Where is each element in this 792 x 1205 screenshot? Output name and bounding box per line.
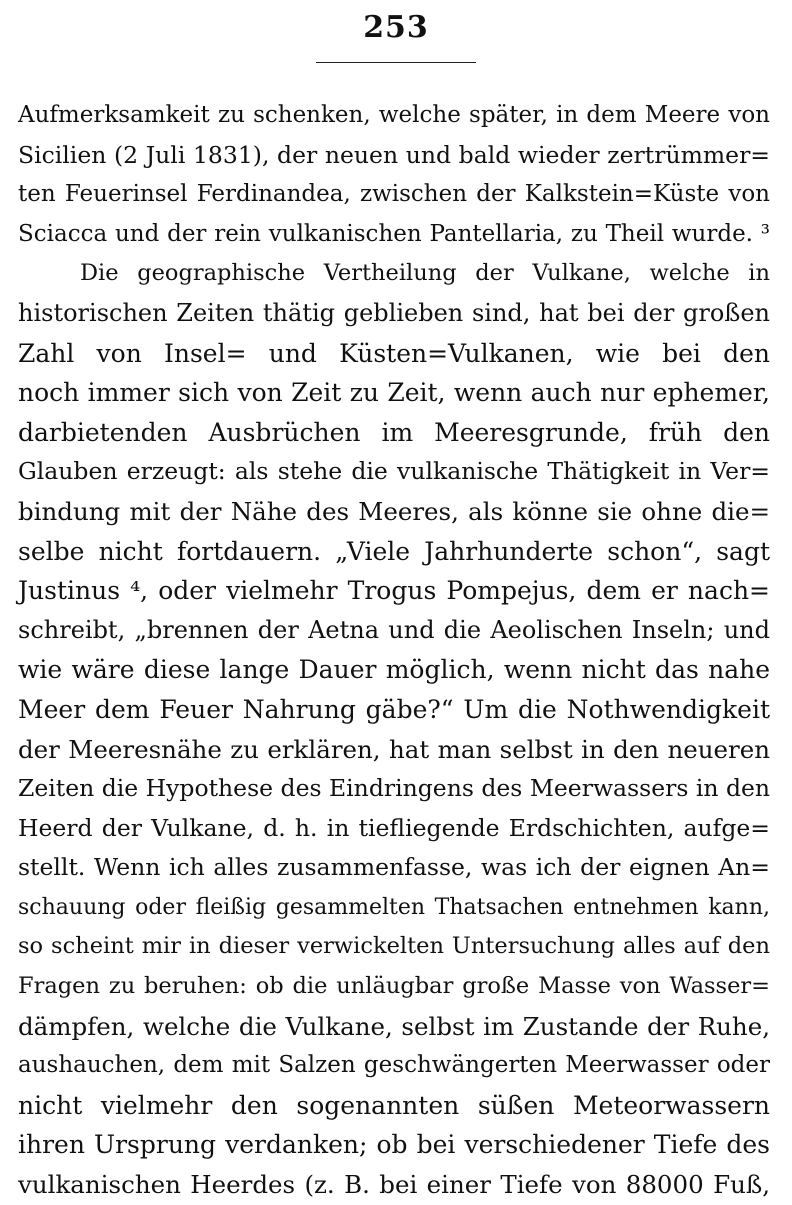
text-line: bindung mit der Nähe des Meeres, als könne sie ohne die= bbox=[18, 496, 770, 526]
text-line: der Meeresnähe zu erklären, hat man selbst in den neueren bbox=[18, 734, 770, 764]
text-line: noch immer sich von Zeit zu Zeit, wenn auch nur ephemer, bbox=[18, 378, 770, 408]
text-line: Glauben erzeugt: als stehe die vulkanische Thätigkeit in Ver= bbox=[18, 457, 770, 486]
text-line: Sicilien (2 Juli 1831), der neuen und bald wieder zertrümmer= bbox=[18, 140, 770, 169]
text-line: Zahl von Insel= und Küsten=Vulkanen, wie bei den bbox=[18, 338, 770, 368]
text-line: Sciacca und der rein vulkanischen Pantellaria, zu Theil wurde. ³ bbox=[18, 220, 770, 247]
text-line: selbe nicht fortdauern. „Viele Jahrhunderte schon“, sagt bbox=[18, 536, 770, 566]
text-line: schreibt, „brennen der Aetna und die Aeolischen Inseln; und bbox=[18, 615, 770, 644]
text-line: Zeiten die Hypothese des Eindringens des Meerwassers in den bbox=[18, 774, 771, 803]
body-text bbox=[18, 96, 770, 1205]
page-number: 253 bbox=[363, 10, 429, 45]
text-line: ihren Ursprung verdanken; ob bei verschiedener Tiefe des bbox=[18, 1130, 770, 1160]
text-line: schauung oder fleißig gesammelten Thatsachen entnehmen kann, bbox=[18, 894, 770, 920]
header-rule bbox=[316, 62, 476, 63]
text-line: so scheint mir in dieser verwickelten Untersuchung alles auf den bbox=[18, 933, 770, 960]
text-line: Aufmerksamkeit zu schenken, welche später, in dem Meere von bbox=[18, 102, 770, 128]
text-line: wie wäre diese lange Dauer möglich, wenn nicht das nahe bbox=[18, 655, 770, 685]
text-line: nicht vielmehr den sogenannten süßen Meteorwassern bbox=[18, 1090, 770, 1120]
text-line: ten Feuerinsel Ferdinandea, zwischen der Kalkstein=Küste von bbox=[18, 181, 770, 208]
text-line: vulkanischen Heerdes (z. B. bei einer Tiefe von 88000 Fuß, bbox=[18, 1170, 770, 1200]
text-line: darbietenden Ausbrüchen im Meeresgrunde, früh den bbox=[18, 417, 770, 447]
text-line: Justinus ⁴, oder vielmehr Trogus Pompejus, dem er nach= bbox=[18, 576, 770, 606]
text-line: Die geographische Vertheilung der Vulkane, welche in bbox=[80, 260, 770, 287]
text-line: Fragen zu beruhen: ob die unläugbar große Masse von Wasser= bbox=[18, 973, 770, 1000]
text-line: aushauchen, dem mit Salzen geschwängerten Meerwasser oder bbox=[18, 1052, 770, 1079]
text-line: historischen Zeiten thätig geblieben sind, hat bei der großen bbox=[18, 298, 770, 327]
text-line: Meer dem Feuer Nahrung gäbe?“ Um die Nothwendigkeit bbox=[18, 694, 770, 724]
text-line: dämpfen, welche die Vulkane, selbst im Zustande der Ruhe, bbox=[18, 1011, 770, 1041]
text-line: stellt. Wenn ich alles zusammenfasse, was ich der eignen An= bbox=[18, 853, 770, 882]
text-line: Heerd der Vulkane, d. h. in tiefliegende Erdschichten, aufge= bbox=[18, 813, 770, 842]
